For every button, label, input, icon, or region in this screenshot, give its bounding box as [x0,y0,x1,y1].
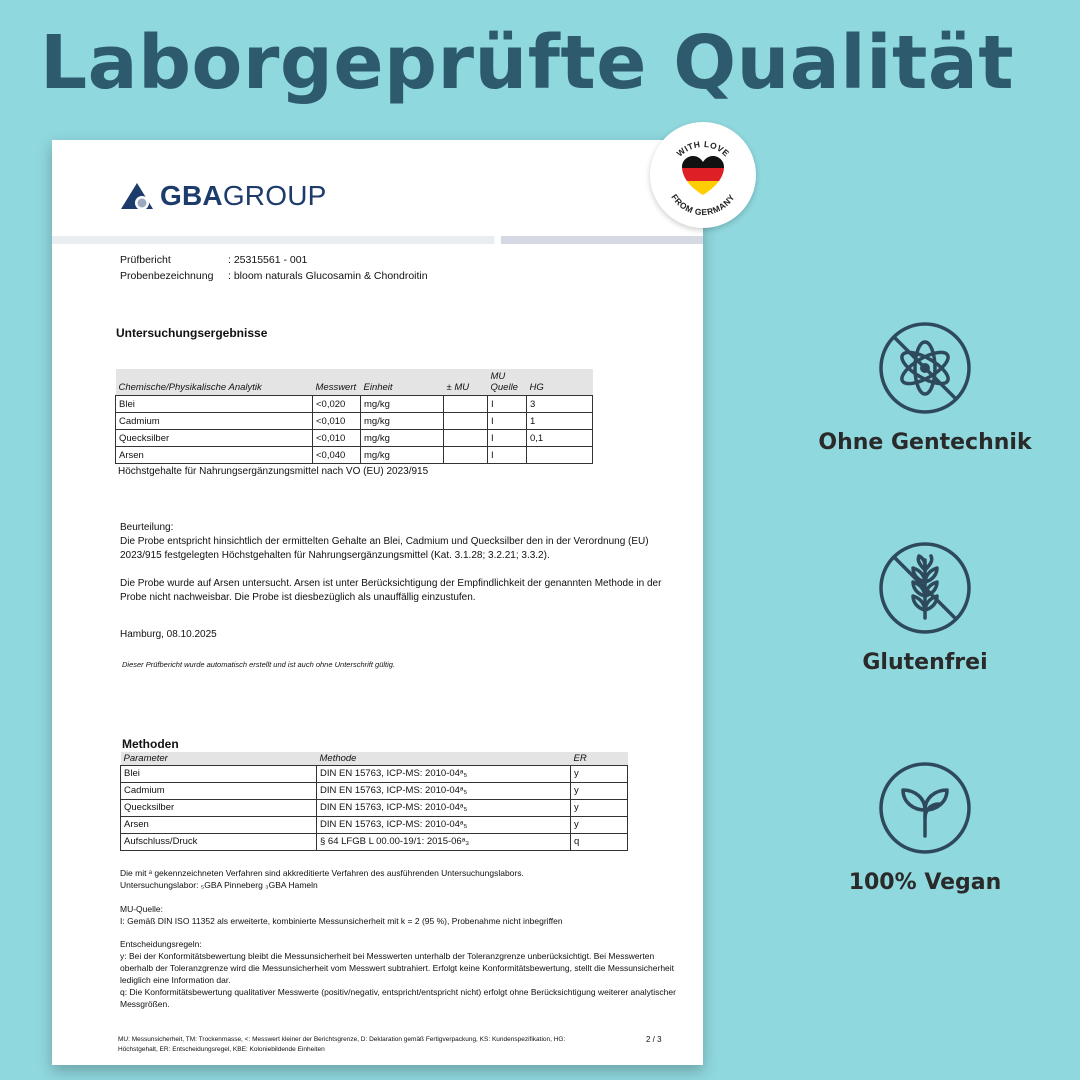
table-cell: Cadmium [121,782,317,799]
gba-logo-icon [120,181,154,211]
table-row [121,799,628,816]
mu-text: I: Gemäß DIN ISO 11352 als erweiterte, kombinierte Messunsicherheit mit k = 2 (95 %), Probenahme nicht inbegriffen [120,916,563,926]
table-row [121,833,628,850]
table-cell: y [571,816,628,833]
assessment-label: Beurteilung: [120,522,174,533]
feature-no-gmo [770,320,1080,455]
table-cell: mg/kg [361,396,444,413]
report-meta [120,252,428,284]
logo-text-light: GROUP [222,180,327,211]
table-cell [444,413,488,430]
svg-text:FROM GERMANY [669,192,736,217]
table-cell [444,447,488,464]
table-cell: Arsen [116,447,313,464]
decision-q: q: Die Konformitätsbewertung qualitativer Messwerte (positiv/negativ, entspricht/entspricht nicht) erfolgt ohne Berücksichtigung weiterer analytischer Messgrößen. [120,987,676,1009]
table-row [116,413,593,430]
table-cell: 3 [527,396,593,413]
mu-label: MU-Quelle: [120,904,163,914]
place-date: Hamburg, 08.10.2025 [120,629,217,640]
auto-generated-note: Dieser Prüfbericht wurde automatisch erstellt und ist auch ohne Unterschrift gültig. [122,660,396,669]
feature-label: Ohne Gentechnik [818,430,1032,455]
results-title: Untersuchungsergebnisse [116,326,268,340]
table-cell: mg/kg [361,430,444,447]
methods-header: ER [571,752,628,765]
methods-table [120,752,628,851]
results-header: HG [527,369,593,396]
table-cell: DIN EN 15763, ICP-MS: 2010-04ᵃ₅ [317,799,571,816]
decision-label: Entscheidungsregeln: [120,939,202,949]
table-row [121,782,628,799]
gba-group-logo [120,180,327,212]
table-cell: Aufschluss/Druck [121,833,317,850]
badge-top-text: WITH LOVE [674,138,732,159]
table-cell: § 64 LFGB L 00.00-19/1: 2015-06ᵃ₃ [317,833,571,850]
meta-key: Prüfbericht [120,254,171,266]
results-header: ± MU [444,369,488,396]
table-cell: Blei [116,396,313,413]
table-cell: y [571,799,628,816]
decision-rules [120,938,680,1010]
table-cell: Arsen [121,816,317,833]
decision-y: y: Bei der Konformitätsbewertung bleibt die Messunsicherheit bei Messwerten unterhalb der Toleranzgrenze unberücksichtigt. Bei Messwerten oberhalb der Toleranzgrenze wird die Messunsicherheit vom Messwert subtrahiert. Erfolgt keine Konformitätsbewertung, stellt die Messunsicherheit lediglich eine Information dar. [120,951,675,985]
table-row [116,447,593,464]
badge-bottom-text: FROM GERMANY [669,192,737,218]
footer-abbreviations: MU: Messunsicherheit, TM: Trockenmasse, <: Messwert kleiner der Berichtsgrenze, D: Deklaration gemäß Fertigverpackung, KS: Kundenspezifikation, HG: Höchstgehalt, ER: Entscheidungsregel, KBE: Koloniebildende Einheiten [118,1036,566,1053]
vegan-leaf-icon [877,760,973,856]
results-note: Höchstgehalte für Nahrungsergänzungsmittel nach VO (EU) 2023/915 [118,466,429,477]
assessment [120,521,680,605]
labs-note: Untersuchungslabor: ₅GBA Pinneberg ₃GBA Hameln [120,880,318,890]
accreditation-note: Die mit ᵃ gekennzeichneten Verfahren sind akkreditierte Verfahren des ausführenden Untersuchungslabors. [120,868,524,878]
table-cell: Blei [121,765,317,782]
table-row [121,765,628,782]
meta-value: : bloom naturals Glucosamin & Chondroitin [228,270,428,282]
mu-source [120,903,680,927]
german-flag-heart-icon [680,154,726,197]
methods-title: Methoden [122,737,179,751]
accreditation-notes [120,867,680,891]
no-gluten-wheat-icon [877,540,973,636]
results-header: Einheit [361,369,444,396]
table-cell: mg/kg [361,447,444,464]
table-cell: <0,010 [313,430,361,447]
svg-text:WITH LOVE [675,139,732,159]
table-cell: y [571,782,628,799]
table-cell: 0,1 [527,430,593,447]
methods-header: Methode [317,752,571,765]
table-cell: <0,040 [313,447,361,464]
no-gmo-atom-icon [877,320,973,416]
results-header: MU Quelle [488,369,527,396]
assessment-paragraph-2: Die Probe wurde auf Arsen untersucht. Arsen ist unter Berücksichtigung der Empfindlichkeit der genannten Methode in der Probe nicht nachweisbar. Die Probe ist diesbezüglich als unauffällig einzustufen. [120,578,662,603]
feature-label: 100% Vegan [848,870,1002,895]
table-cell: I [488,430,527,447]
feature-vegan [770,760,1080,895]
feature-gluten-free [770,540,1080,675]
table-cell: DIN EN 15763, ICP-MS: 2010-04ᵃ₅ [317,782,571,799]
results-header: Chemische/Physikalische Analytik [116,369,313,396]
with-love-from-germany-badge [650,122,756,228]
methods-header: Parameter [121,752,317,765]
headline: Laborgeprüfte Qualität [40,20,1015,106]
header-rule [52,236,703,244]
meta-key: Probenbezeichnung [120,270,214,282]
table-row [116,430,593,447]
table-cell: Cadmium [116,413,313,430]
table-cell: I [488,413,527,430]
table-cell: 1 [527,413,593,430]
table-cell: <0,020 [313,396,361,413]
table-cell: q [571,833,628,850]
table-row [116,396,593,413]
table-cell [527,447,593,464]
lab-report-document [52,140,703,1065]
logo-text-bold: GBA [160,180,223,211]
table-cell: Quecksilber [116,430,313,447]
table-cell: mg/kg [361,413,444,430]
table-cell: <0,010 [313,413,361,430]
page-number: 2 / 3 [646,1035,662,1044]
table-cell: DIN EN 15763, ICP-MS: 2010-04ᵃ₅ [317,816,571,833]
table-cell [444,396,488,413]
table-cell: I [488,447,527,464]
table-cell: DIN EN 15763, ICP-MS: 2010-04ᵃ₅ [317,765,571,782]
results-table [115,369,593,464]
results-header: Messwert [313,369,361,396]
table-cell: y [571,765,628,782]
table-cell: I [488,396,527,413]
meta-value: : 25315561 - 001 [228,254,308,266]
table-cell: Quecksilber [121,799,317,816]
assessment-paragraph-1: Die Probe entspricht hinsichtlich der ermittelten Gehalte an Blei, Cadmium und Quecksilber den in der Verordnung (EU) 2023/915 festgelegten Höchstgehalten für Nahrungsergänzungsmittel (Kat. 3.1.28; 3.2.21; 3.3.2). [120,536,649,561]
feature-label: Glutenfrei [862,650,988,675]
table-row [121,816,628,833]
table-cell [444,430,488,447]
